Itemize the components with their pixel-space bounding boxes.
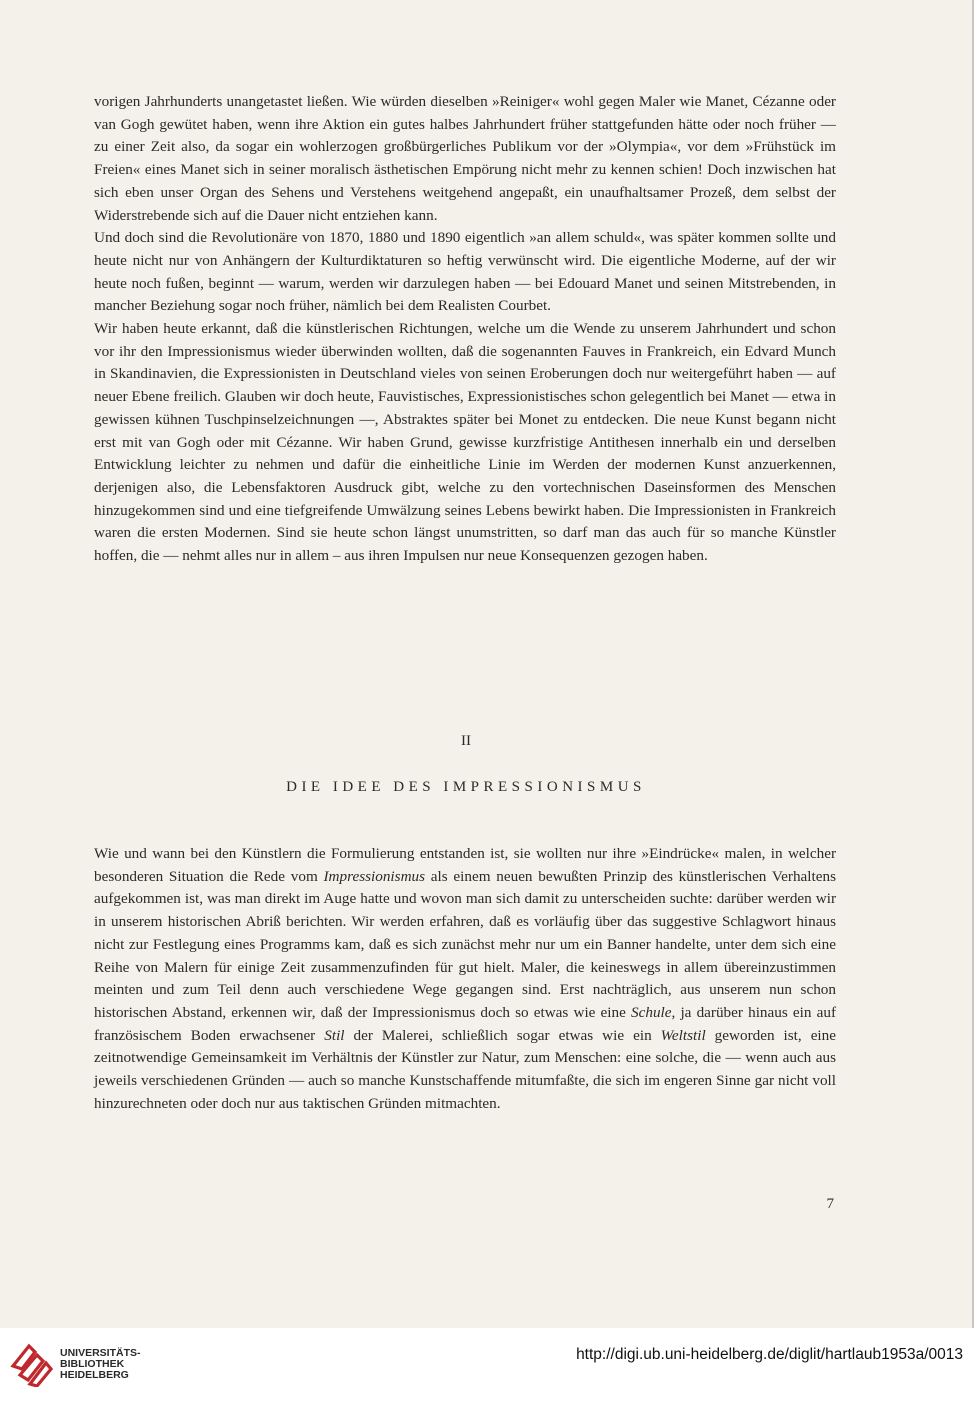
emphasis-stil: Stil (324, 1026, 345, 1044)
library-line: HEIDELBERG (60, 1369, 129, 1381)
page-number: 7 (826, 1196, 834, 1212)
emphasis-schule: Schule (631, 1003, 672, 1021)
text-block-top (94, 91, 836, 568)
paragraph (94, 843, 836, 1115)
paragraph: Wir haben heute erkannt, daß die künstlerischen Richtungen, welche um die Wende zu unserem Jahrhundert und schon vor ihr den Impressionismus wieder überwinden wollten, daß die sogenannten Fauves in Frankreich, ein Edvard Munch in Skandinavien, die Expressionisten in Deutschland vieles von seinen Eroberungen doch nur weitergeführt haben — auf neuer Ebene freilich. Glauben wir doch heute, Fauvistisches, Expressionistisches schon gelegentlich bei Manet — etwa in gewissen kühnen Tuschpinselzeichnungen —, Abstraktes später bei Monet zu entdecken. Die neue Kunst begann nicht erst mit van Gogh oder mit Cézanne. Wir haben Grund, gewisse kurzfristige Antithesen innerhalb ein und derselben Entwicklung leichter zu nehmen und dafür die einheitliche Linie im Werden der modernen Kunst anzuerkennen, derjenigen also, die Lebensfaktoren Ausdruck gibt, welche zu den vortechnischen Daseinsformen des Menschen hinzugekommen sind und eine tiefgreifende Umwälzung seines Lebens bewirkt haben. Die Impressionisten in Frankreich waren die ersten Modernen. Sind sie heute schon längst unumstritten, so darf man das auch für so manche Künstler hoffen, die — nehmt alles nur in allem – aus ihren Impulsen nur neue Konsequenzen gezogen haben. (94, 320, 836, 565)
text-run: der Malerei, schließlich sogar etwas wie ein (344, 1026, 661, 1044)
footer-bar (0, 1328, 974, 1405)
text-run: , ja darüber hinaus ein auf französischem Boden erwachsener (94, 1003, 837, 1044)
paragraph: Und doch sind die Revolutionäre von 1870, 1880 und 1890 eigentlich »an allem schuld«, was später kommen sollte und heute nicht nur von Anhängern der Kulturdiktaturen so heftig verwünscht wird. Die eigentliche Moderne, auf der wir heute noch fußen, beginnt — warum, werden wir darzulegen haben — bei Edouard Manet und seinen Mitstrebenden, in mancher Beziehung sogar noch früher, nämlich bei dem Realisten Courbet. (94, 229, 836, 315)
library-line: BIBLIOTHEK (60, 1358, 125, 1370)
text-run: geworden ist, eine zeitnotwendige Gemeinsamkeit im Verhältnis der Künstler zur Natur, zum Menschen: eine solche, die — wenn auch aus jeweils verschiedenen Gründen — auch so manche Kunstschaffende mitumfaßte, die sich im engeren Sinne gar nicht voll hinzurechneten oder doch nur aus taktischen Gründen mitmachten. (94, 1026, 836, 1112)
library-line: UNIVERSITÄTS- (60, 1347, 141, 1359)
section-title: DIE IDEE DES IMPRESSIONISMUS (286, 779, 646, 795)
permalink-url[interactable]: http://digi.ub.uni-heidelberg.de/diglit/hartlaub1953a/0013 (576, 1346, 963, 1363)
heidelberg-library-logo-icon[interactable] (10, 1341, 54, 1387)
text-run: Wie und wann bei den Künstlern die Formulierung entstanden ist, sie wollten nur ihre »Eindrücke« malen, in welcher besonderen Situation die Rede vom (94, 845, 836, 885)
library-name (60, 1348, 141, 1381)
text-run: als einem neuen bewußten Prinzip des künstlerischen Verhaltens aufgekommen ist, was man direkt im Auge hatte und wovon man sich damit zu unterscheiden suchte: darüber werden wir in unserem historischen Abriß berichten. Wir werden erfahren, daß es vorläufig über das suggestive Schlagwort hinaus nicht zur Festlegung eines Programms kam, daß es sich zunächst mehr nur um ein Banner handelte, unter dem sich eine Reihe von Malern für einige Zeit zusammenzufinden für gut hielt. Maler, die keineswegs in allem übereinzustimmen meinten und zum Teil denn auch verschiedene Wege gegangen sind. Erst nachträglich, aus unserem nun schon historischen Abstand, erkennen wir, daß der Impressionismus doch so etwas wie eine (94, 867, 836, 1021)
emphasis-weltstil: Weltstil (660, 1026, 706, 1044)
text-block-bottom (94, 843, 836, 1115)
emphasis-impressionismus: Impressionismus (323, 867, 426, 885)
paragraph: vorigen Jahrhunderts unangetastet ließen. Wie würden dieselben »Reiniger« wohl gegen Maler wie Manet, Cézanne oder van Gogh gewütet haben, wenn ihre Aktion ein gutes halbes Jahrhundert früher stattgefunden hätte oder noch früher — zu einer Zeit also, da sogar ein wohlerzogen großbürgerliches Publikum vor der »Olympia«, vor dem »Frühstück im Freien« eines Manet sich in seiner moralisch ästhetischen Empörung nicht mehr zu kennen schien! Doch inzwischen hat sich eben unser Organ des Sehens und Verstehens weitgehend angepaßt, ein unaufhaltsamer Prozeß, dem selbst der Widerstrebende sich auf die Dauer nicht entziehen kann. (94, 93, 836, 224)
section-number: II (461, 733, 471, 749)
